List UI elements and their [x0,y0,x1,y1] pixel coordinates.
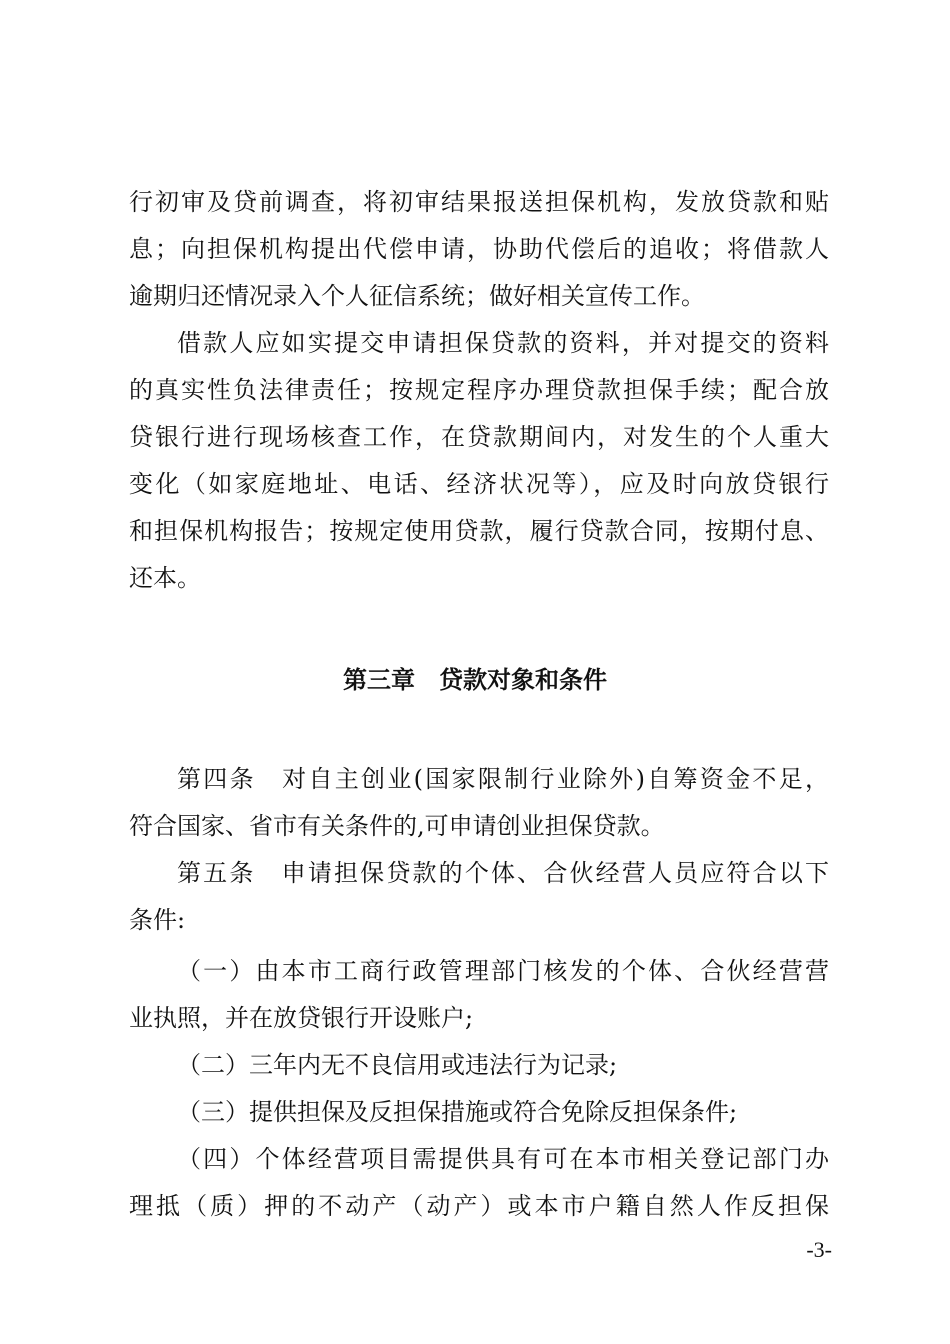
paragraph-line: 贷银行进行现场核查工作，在贷款期间内，对发生的个人重大 [129,423,829,451]
article-line: 符合国家、省市有关条件的,可申请创业担保贷款。 [129,812,665,840]
list-item-line: （三）提供担保及反担保措施或符合免除反担保条件; [177,1098,738,1126]
paragraph-line: 还本。 [129,564,201,592]
list-item-line: 理抵（质）押的不动产（动产）或本市户籍自然人作反担保 [129,1192,829,1220]
list-item-line: 业执照，并在放贷银行开设账户; [129,1004,474,1032]
list-item-line: （二）三年内无不良信用或违法行为记录; [177,1051,618,1079]
article-line: 第四条 对自主创业(国家限制行业除外)自筹资金不足， [177,765,829,793]
page-number: -3- [806,1237,832,1262]
paragraph-line: 变化（如家庭地址、电话、经济状况等），应及时向放贷银行 [129,470,829,498]
paragraph-line: 息；向担保机构提出代偿申请，协助代偿后的追收；将借款人 [129,235,829,263]
paragraph-line: 的真实性负法律责任；按规定程序办理贷款担保手续；配合放 [129,376,829,404]
chapter-heading: 第三章 贷款对象和条件 [343,666,607,694]
article-line: 条件: [129,906,186,934]
list-item-line: （四）个体经营项目需提供具有可在本市相关登记部门办 [177,1145,829,1173]
paragraph-line: 和担保机构报告；按规定使用贷款，履行贷款合同，按期付息、 [129,517,829,545]
article-line: 第五条 申请担保贷款的个体、合伙经营人员应符合以下 [177,859,829,887]
paragraph-line: 行初审及贷前调查，将初审结果报送担保机构，发放贷款和贴 [129,188,829,216]
list-item-line: （一）由本市工商行政管理部门核发的个体、合伙经营营 [177,957,829,985]
paragraph-line: 逾期归还情况录入个人征信系统；做好相关宣传工作。 [129,282,705,310]
paragraph-line: 借款人应如实提交申请担保贷款的资料，并对提交的资料 [177,329,829,357]
